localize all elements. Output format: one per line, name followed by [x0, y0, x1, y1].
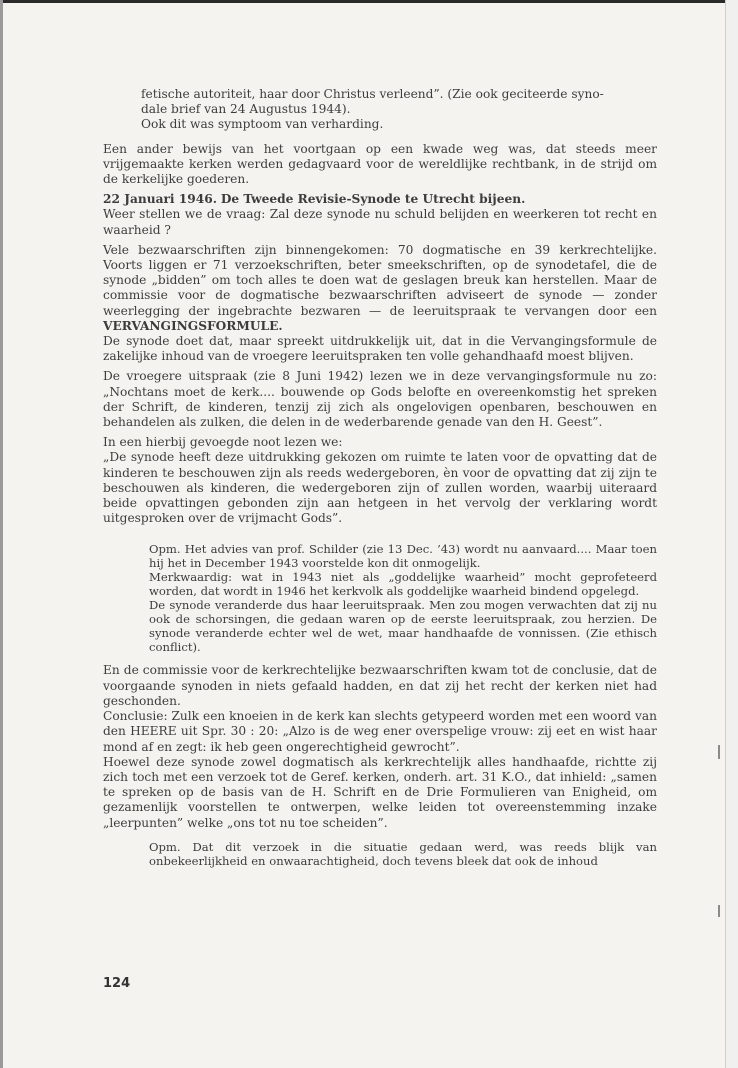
paragraph-vroegere: De vroegere uitspraak (zie 8 Juni 1942) lezen we in deze vervangingsformule nu zo: „Nochtans moet de kerk.... bouwende op Gods belofte en overeenkomstig het spreken der Schrift, de kinderen, tenzij zij zich als ongelovigen openbaren, beschouwen en behandelen als zulken, die delen in de wederbarende genade van den H. Geest”.	[103, 369, 657, 430]
paragraph-synode: De synode doet dat, maar spreekt uitdrukkelijk uit, dat in die Vervangingsformule de zakelijke inhoud van de vroegere leeruitspraken ten volle gehandhaafd moest blijven.	[103, 334, 657, 364]
page-body	[103, 87, 657, 868]
page-top-edge	[0, 0, 738, 3]
vervangingsformule-term: VERVANGINGSFORMULE.	[103, 318, 283, 333]
paragraph-bewijs: Een ander bewijs van het voortgaan op een kwade weg was, dat steeds meer vrijgemaakte kerken werden gedagvaard voor de wereldlijke rechtbank, in de strijd om de kerkelijke goederen.	[103, 141, 657, 187]
quote-line: Ook dit was symptoom van verharding.	[141, 117, 384, 132]
paragraph-vraag: Weer stellen we de vraag: Zal deze synode nu schuld belijden en weerkeren tot recht en waarheid ?	[103, 207, 657, 237]
quote-line: fetische autoriteit, haar door Christus verleend”. (Zie ook geciteerde syno-	[141, 87, 604, 101]
heading-title: De Tweede Revisie-Synode te Utrecht bijeen.	[220, 192, 526, 207]
paragraph-bezwaarschriften	[103, 243, 657, 334]
page-right-edge	[725, 0, 738, 1068]
paragraph-hoewel: Hoewel deze synode zowel dogmatisch als kerkrechtelijk alles handhaafde, richtte zij zich toch met een verzoek tot de Geref. kerken, onderh. art. 31 K.O., dat inhield: „samen te spreken op de basis van de H. Schrift en de Drie Formulieren van Enigheid, om gezamenlijk voorstellen te ontwerpen, welke leiden tot overeenstemming inzake „leerpunten” welke „ons tot nu toe scheiden”.	[103, 754, 657, 830]
paragraph-noot: „De synode heeft deze uitdrukking gekozen om ruimte te laten voor de opvatting dat de kinderen te beschouwen zijn als reeds wedergeboren, èn voor de opvatting dat zij zijn te beschouwen als kinderen, die wedergeboren zijn of zullen worden, waarbij uiteraard beide opvattingen gebonden zijn aan hetgeen in het vervolg der verklaring wordt uitgesproken over de vrijmacht Gods”.	[103, 450, 657, 526]
opmerking-merkwaardig: Merkwaardig: wat in 1943 niet als „goddelijke waarheid” mocht geprofeteerd worden, dat wordt in 1946 het kerkvolk als goddelijke waarheid bindend opgelegd.	[149, 570, 657, 599]
margin-mark	[718, 905, 720, 917]
opmerking-advies: Opm. Het advies van prof. Schilder (zie 13 Dec. ’43) wordt nu aanvaard.... Maar toen hij het in December 1943 voorstelde kon dit onmogelijk.	[149, 542, 657, 571]
quote-line: dale brief van 24 Augustus 1944).	[141, 102, 351, 117]
paragraph-conclusie: Conclusie: Zulk een knoeien in de kerk kan slechts getypeerd worden met een woord van den HEERE uit Spr. 30 : 20: „Alzo is de weg ener overspelige vrouw: zij eet en wist haar mond af en zegt: ik heb geen ongerechtigheid gewrocht”.	[103, 709, 657, 754]
section-heading	[103, 192, 657, 207]
heading-date: 22 Januari 1946.	[103, 192, 217, 207]
paragraph-noot-intro: In een hierbij gevoegde noot lezen we:	[103, 435, 343, 450]
bezwaar-text: Vele bezwaarschriften zijn binnengekomen: 70 dogmatische en 39 kerkrechtelijke. Voorts liggen er 71 verzoekschriften, beter smeekschriften, op de synodetafel, die de synode „bidden” om toch alles te doen wat de geslagen breuk kan herstellen. Maar de commissie voor de dogmatische bezwaarschriften adviseert de synode — zonder weerlegging der ingebrachte bezwaren — de leeruitspraak te vervangen door een	[103, 242, 657, 318]
page-left-edge	[0, 0, 3, 1068]
opmerking-block	[103, 542, 657, 654]
opmerking-verzoek: Opm. Dat dit verzoek in die situatie gedaan werd, was reeds blijk van onbekeerlijkheid en onwaarachtigheid, doch tevens bleek dat ook de inhoud	[149, 839, 657, 868]
opmerking-synode: De synode veranderde dus haar leeruitspraak. Men zou mogen verwachten dat zij nu ook de schorsingen, die gedaan waren op de eerste leeruitspraak, zou herzien. De synode veranderde echter wel de wet, maar handhaafde de vonnissen. (Zie ethisch conflict).	[149, 598, 657, 655]
page-number: 124	[103, 976, 131, 991]
paragraph-commissie: En de commissie voor de kerkrechtelijke bezwaarschriften kwam tot de conclusie, dat de voorgaande synoden in niets gefaald hadden, en dat zij het recht der kerken niet had geschonden.	[103, 663, 657, 708]
margin-mark	[718, 745, 720, 759]
